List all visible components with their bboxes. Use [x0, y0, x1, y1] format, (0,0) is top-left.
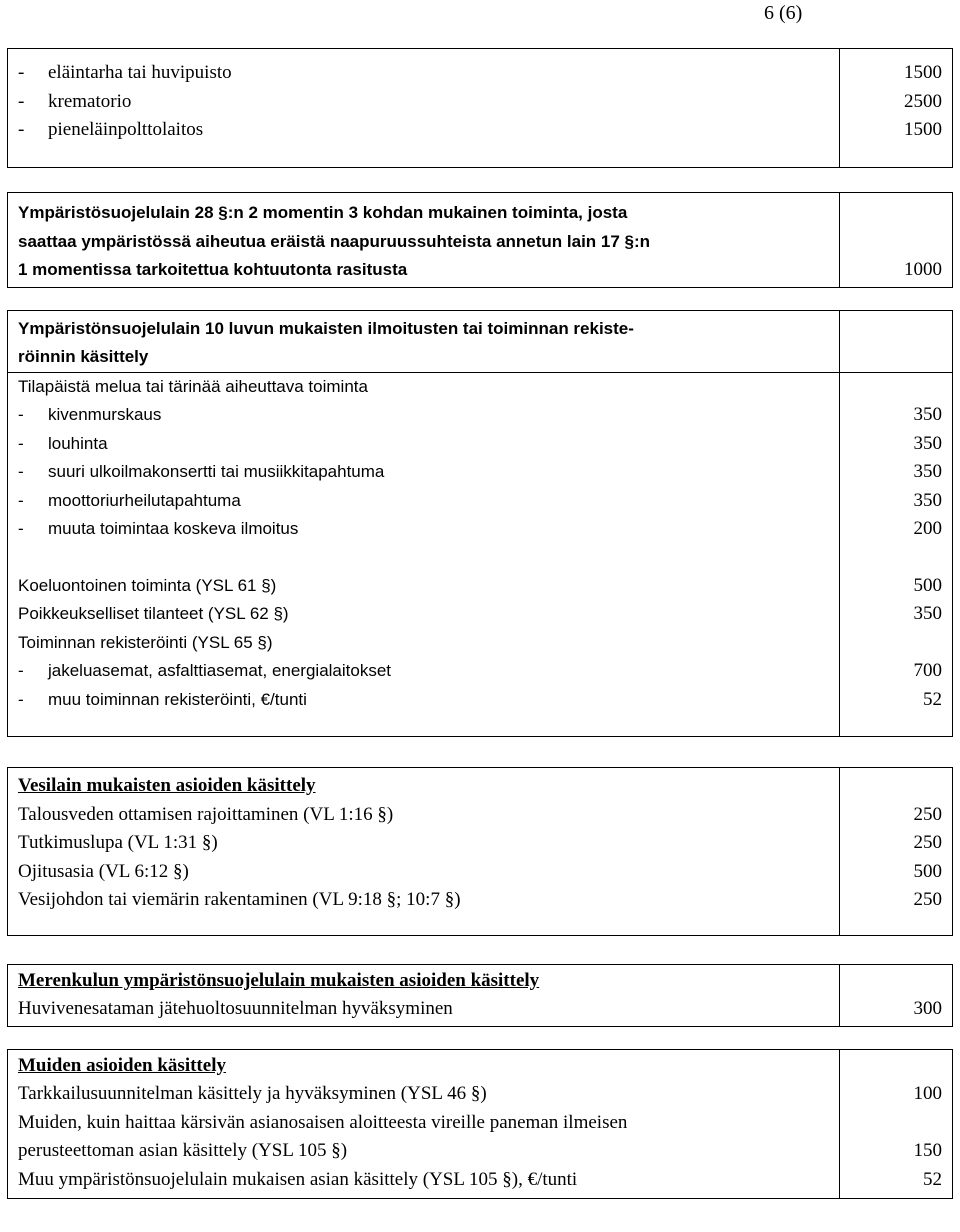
section-facilities-labels	[8, 49, 840, 168]
fee-amount	[844, 629, 942, 658]
fee-amount: 1000	[904, 259, 942, 280]
fee-table	[7, 48, 953, 1199]
list-item: Muiden, kuin haittaa kärsivän asianosaisen aloitteesta vireille paneman ilmeisen	[18, 1111, 628, 1133]
fee-amount: 350	[913, 432, 942, 454]
section-nuisance	[8, 193, 953, 288]
subheading: Tilapäistä melua tai tärinää aiheuttava toiminta	[18, 376, 368, 396]
section-notifications-labels	[8, 372, 840, 737]
list-item: Toiminnan rekisteröinti (YSL 65 §)	[18, 632, 273, 652]
list-item: - kivenmurskaus	[18, 405, 162, 424]
fee-amount: 350	[913, 489, 942, 511]
section-notifications	[8, 372, 953, 737]
list-item: Talousveden ottamisen rajoittaminen (VL 1:16 §)	[18, 803, 394, 825]
fee-amount: 350	[913, 461, 942, 482]
list-item: - muuta toimintaa koskeva ilmoitus	[18, 519, 299, 538]
section-notifications-heading: Ympäristönsuojelulain 10 luvun mukaisten ilmoitusten tai toiminnan rekiste- röinnin käsittely	[8, 310, 840, 372]
section-other-amounts	[840, 1049, 953, 1199]
list-item: Huvivenesataman jätehuoltosuunnitelman hyväksyminen	[18, 998, 453, 1019]
list-item: Koeluontoinen toiminta (YSL 61 §)	[18, 575, 277, 595]
section-water-act-amounts	[840, 768, 953, 936]
section-maritime-labels	[8, 964, 840, 1026]
section-facilities	[8, 49, 953, 168]
fee-amount: 250	[913, 889, 942, 910]
list-item: - muu toiminnan rekisteröinti, €/tunti	[18, 689, 307, 709]
list-item: - eläintarha tai huvipuisto	[18, 62, 232, 83]
page-number: 6 (6)	[764, 2, 803, 24]
list-item: Poikkeukselliset tilanteet (YSL 62 §)	[18, 604, 289, 623]
section-nuisance-amount	[840, 193, 953, 288]
list-item: Muu ympäristönsuojelulain mukaisen asian käsittely (YSL 105 §), €/tunti	[18, 1168, 578, 1190]
fee-amount: 2500	[904, 90, 942, 112]
list-item: - suuri ulkoilmakonsertti tai musiikkitapahtuma	[18, 462, 385, 481]
section-maritime	[8, 964, 953, 1026]
section-heading: Vesilain mukaisten asioiden käsittely	[18, 775, 316, 796]
fee-amount: 300	[913, 998, 942, 1019]
fee-amount: 350	[913, 603, 942, 624]
section-water-act-labels	[8, 768, 840, 936]
list-item: - pieneläinpolttolaitos	[18, 119, 204, 140]
fee-amount: 250	[913, 803, 942, 825]
section-notifications-amounts	[840, 372, 953, 737]
fee-amount: 250	[913, 832, 942, 853]
fee-amount: 52	[923, 688, 942, 710]
fee-amount: 700	[913, 660, 942, 681]
section-maritime-amounts	[840, 964, 953, 1026]
section-heading: Muiden asioiden käsittely	[18, 1054, 226, 1076]
list-item: - moottoriurheilutapahtuma	[18, 490, 241, 510]
list-item: Tutkimuslupa (VL 1:31 §)	[18, 832, 218, 853]
section-heading: Merenkulun ympäristönsuojelulain mukaisten asioiden käsittely	[18, 969, 540, 991]
fee-amount: 1500	[904, 119, 942, 140]
list-item: - krematorio	[18, 90, 132, 112]
section-water-act	[8, 768, 953, 936]
fee-amount: 500	[913, 574, 942, 596]
list-item: Ojitusasia (VL 6:12 §)	[18, 860, 189, 882]
list-item: perusteettoman asian käsittely (YSL 105 §)	[18, 1140, 348, 1161]
list-item: Vesijohdon tai viemärin rakentaminen (VL 9:18 §; 10:7 §)	[18, 889, 461, 910]
section-nuisance-heading: Ympäristösuojelulain 28 §:n 2 momentin 3 kohdan mukainen toiminta, josta saattaa ympäristössä aiheutua eräistä naapuruussuhteista annetun lain 17 §:n 1 momentissa tarkoitettua kohtuutonta rasitusta	[8, 193, 840, 288]
section-other-labels	[8, 1049, 840, 1199]
list-item: Tarkkailusuunnitelman käsittely ja hyväksyminen (YSL 46 §)	[18, 1083, 487, 1104]
section-other	[8, 1049, 953, 1199]
fee-amount: 500	[913, 860, 942, 882]
list-item: - jakeluasemat, asfalttiasemat, energialaitokset	[18, 661, 392, 680]
section-notifications-header	[8, 310, 953, 372]
fee-amount: 52	[923, 1168, 942, 1190]
list-item: - louhinta	[18, 433, 108, 453]
fee-amount: 150	[913, 1140, 942, 1161]
fee-amount: 200	[913, 518, 942, 539]
fee-amount: 100	[913, 1083, 942, 1104]
fee-amount: 1500	[904, 62, 942, 83]
section-facilities-amounts	[840, 49, 953, 168]
fee-amount: 350	[913, 404, 942, 425]
